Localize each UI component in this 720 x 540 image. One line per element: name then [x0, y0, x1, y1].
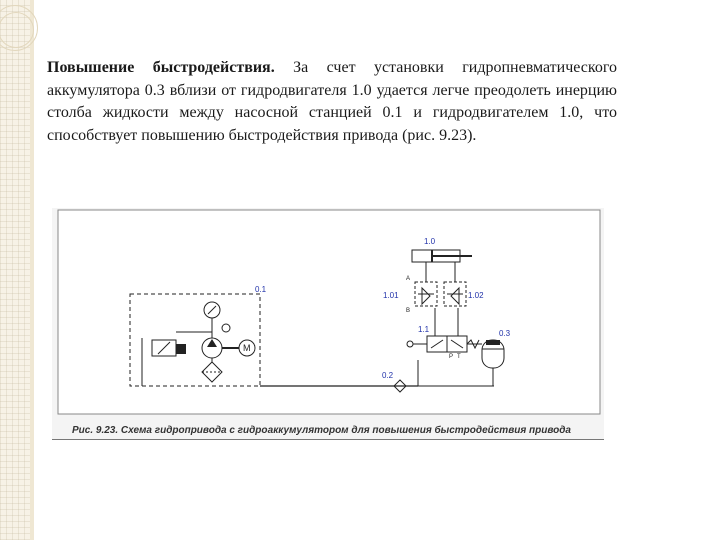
label-cylinder: 1.0 — [424, 237, 436, 246]
label-valve-right: 1.02 — [468, 291, 484, 300]
motor-label: M — [243, 343, 251, 353]
hydraulic-schematic — [52, 208, 604, 440]
port-b-label: B — [406, 308, 411, 314]
label-pump-station: 0.1 — [255, 285, 267, 294]
port-p-label: P — [449, 354, 454, 360]
hydraulic-diagram-figure — [52, 208, 604, 440]
left-decorative-border — [30, 0, 34, 540]
port-a-label: A — [406, 276, 411, 282]
body-text: За счет установки гидропневматического аккумулятора 0.3 вблизи от гидродвигателя 1.0 удается легче преодолеть инерцию столба жидкости между насосной станцией 0.1 и гидродвигателем 1.0, что способствует повышению быстродействия привода (рис. 9.23). — [47, 59, 618, 144]
bold-lead: Повышение быстродействия. — [47, 59, 275, 76]
body-paragraph — [47, 57, 617, 147]
label-valve-left: 1.01 — [383, 291, 399, 300]
label-directional-valve: 1.1 — [418, 325, 430, 334]
figure-caption: Рис. 9.23. Схема гидропривода с гидроаккумулятором для повышения быстродействия привода — [72, 425, 571, 436]
port-t-label: T — [457, 354, 461, 360]
label-check-valve: 0.2 — [382, 371, 394, 380]
left-decorative-strip — [0, 0, 30, 540]
label-accumulator: 0.3 — [499, 329, 511, 338]
